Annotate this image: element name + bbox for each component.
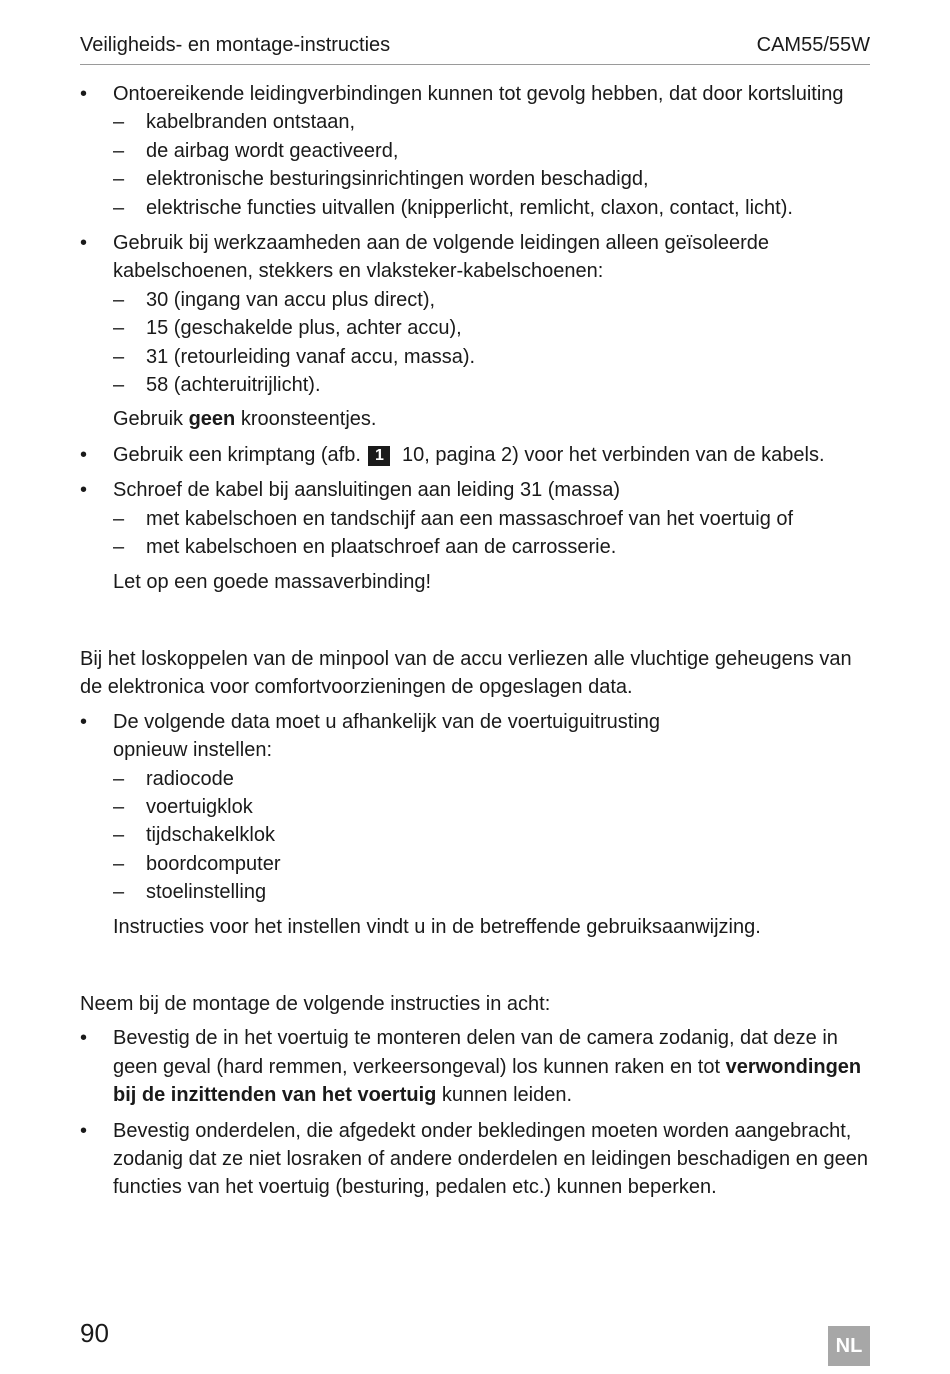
- note: [113, 405, 870, 433]
- list-item: – stoelinstelling: [113, 878, 870, 906]
- wiring-bullets: [80, 80, 870, 596]
- bullet-text: 10, pagina 2) voor het verbinden van de kabels.: [396, 443, 825, 466]
- note: Let op een goede massaverbinding!: [113, 570, 432, 593]
- bullet-text: Bevestig onderdelen, die afgedekt onder bekledingen moeten worden aangebracht, zodanig dat ze niet losraken of andere onderdelen en leidingen beschadigen en geen functies van het voertuig (besturing, pedalen etc.) kunnen beperken.: [113, 1119, 869, 1199]
- note-emphasis: geen: [188, 408, 236, 431]
- bullet-text: kunnen leiden.: [436, 1084, 573, 1107]
- list-item: [80, 229, 870, 434]
- bullet-text: Bevestig de in het voertuig te monteren delen van de camera zodanig, dat deze in geen geval (hard remmen, verkeersongeval) los kunnen raken en tot: [113, 1027, 838, 1078]
- note: Instructies voor het instellen vindt u in de betreffende gebruiksaanwijzing.: [113, 915, 761, 938]
- document-body: [80, 80, 870, 1209]
- list-item: – de airbag wordt geactiveerd,: [113, 137, 870, 165]
- bullet-text: Ontoereikende leidingverbindingen kunnen tot gevolg hebben, dat door kortsluiting: [113, 83, 844, 105]
- list-item: – radiocode: [113, 765, 870, 793]
- bullet-text: Schroef de kabel bij aansluitingen aan leiding 31 (massa): [113, 479, 620, 502]
- paragraph: Neem bij de montage de volgende instructies in acht:: [80, 992, 551, 1015]
- list-item: – 30 (ingang van accu plus direct),: [113, 286, 870, 314]
- list-item: – elektronische besturingsinrichtingen worden beschadigd,: [113, 165, 870, 193]
- bullet-text: • De volgende data moet u afhankelijk van de voertuiguitrusting opnieuw instellen:: [113, 710, 661, 762]
- list-item: – met kabelschoen en plaatschroef aan de carrosserie.: [113, 533, 870, 561]
- list-item: – boordcomputer: [113, 850, 870, 878]
- list-item: [80, 476, 870, 596]
- list-item: – 31 (retourleiding vanaf accu, massa).: [113, 343, 870, 371]
- list-item: [80, 708, 870, 941]
- language-badge: NL: [828, 1326, 870, 1366]
- list-item: – kabelbranden ontstaan,: [113, 108, 870, 136]
- bullet-text: Gebruik een krimptang (afb.: [113, 443, 367, 466]
- list-item: [80, 441, 870, 469]
- bullet-emphasis: verwondingen bij de inzittenden van het voertuig: [113, 1055, 862, 1107]
- figure-reference-badge: 1: [368, 446, 390, 466]
- sub-list: [113, 286, 870, 400]
- header-title: Veiligheids- en montage-instructies: [80, 34, 391, 56]
- bullet-text: Gebruik bij werkzaamheden aan de volgende leidingen alleen geïsoleerde kabelschoenen, stekkers en vlaksteker-kabelschoenen:: [113, 232, 770, 283]
- page-header: [80, 30, 870, 65]
- note-text: Gebruik: [113, 408, 189, 431]
- sub-list: [113, 505, 870, 562]
- list-item: – elektrische functies uitvallen (knipperlicht, remlicht, claxon, contact, licht).: [113, 194, 870, 222]
- list-item: – tijdschakelklok: [113, 821, 870, 849]
- list-item: – 15 (geschakelde plus, achter accu),: [113, 314, 870, 342]
- sub-list: [113, 765, 870, 907]
- list-item: [80, 1024, 870, 1109]
- list-item: – met kabelschoen en tandschijf aan een massaschroef van het voertuig of: [113, 505, 870, 533]
- list-item: [80, 80, 870, 222]
- list-item: [80, 1117, 870, 1202]
- note-text: kroonsteentjes.: [235, 408, 377, 431]
- reset-bullets: [80, 708, 870, 941]
- header-model: CAM55/55W: [756, 34, 870, 56]
- paragraph: Bij het loskoppelen van de minpool van de accu verliezen alle vluchtige geheugens van de elektronica voor comfortvoorzieningen de opgeslagen data.: [80, 647, 852, 699]
- list-item: – voertuigklok: [113, 793, 870, 821]
- page-number: 90: [80, 1318, 109, 1348]
- mounting-bullets: [80, 1024, 870, 1201]
- sub-list: [113, 108, 870, 222]
- list-item: – 58 (achteruitrijlicht).: [113, 371, 870, 399]
